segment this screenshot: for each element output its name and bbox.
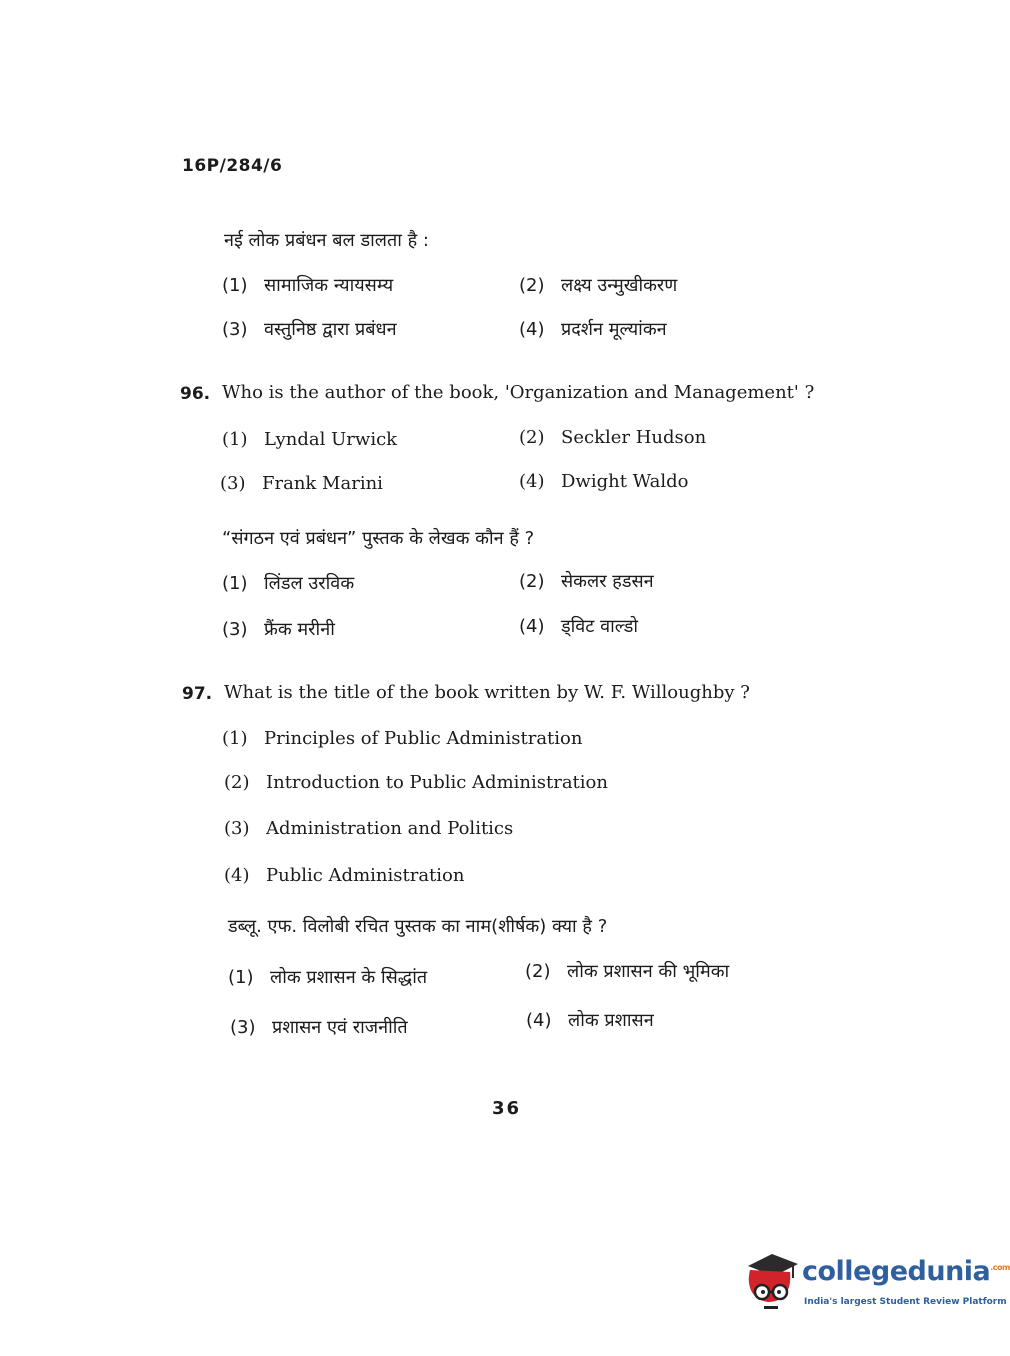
q97-option-1: (1) Principles of Public Administration	[222, 728, 583, 749]
q96-stem: Who is the author of the book, 'Organization and Management' ?	[222, 382, 815, 403]
q96-option-3: (3) Frank Marini	[220, 473, 383, 494]
q96-hindi-option-1: (1) लिंडल उरविक	[222, 573, 355, 594]
collegedunia-logo	[742, 1250, 1010, 1320]
collegedunia-mascot-icon	[742, 1250, 800, 1312]
q96-hindi-option-3: (3) फ्रैंक मरीनी	[222, 619, 335, 640]
paper-code: 16P/284/6	[182, 156, 283, 176]
q97-stem: What is the title of the book written by W. F. Willoughby ?	[224, 682, 750, 703]
q97-option-2: (2) Introduction to Public Administration	[224, 772, 608, 793]
q97-hindi-option-4: (4) लोक प्रशासन	[526, 1010, 654, 1031]
logo-tagline: India's largest Student Review Platform	[804, 1297, 1007, 1307]
q97-hindi-option-3: (3) प्रशासन एवं राजनीति	[230, 1017, 408, 1038]
logo-wordmark: collegedunia$^{.com}$	[802, 1256, 1010, 1287]
q96-option-2: (2) Seckler Hudson	[519, 427, 707, 448]
page-number: 36	[492, 1098, 522, 1119]
q95-hindi-option-3: (3) वस्तुनिष्ठ द्वारा प्रबंधन	[222, 319, 397, 340]
q95-hindi-option-2: (2) लक्ष्य उन्मुखीकरण	[519, 275, 678, 296]
q97-hindi-stem: डब्लू. एफ. विलोबी रचित पुस्तक का नाम(शीर्षक) क्या है ?	[228, 916, 608, 937]
q96-hindi-option-4: (4) ड्विट वाल्डो	[519, 616, 639, 637]
q97-hindi-option-2: (2) लोक प्रशासन की भूमिका	[525, 961, 730, 982]
q96-number: 96.	[180, 384, 211, 404]
q97-number: 97.	[182, 684, 213, 704]
q96-hindi-stem: “संगठन एवं प्रबंधन” पुस्तक के लेखक कौन हैं ?	[222, 528, 535, 549]
q96-hindi-option-2: (2) सेकलर हडसन	[519, 571, 654, 592]
q96-option-1: (1) Lyndal Urwick	[222, 429, 398, 450]
q97-option-3: (3) Administration and Politics	[224, 818, 514, 839]
q95-hindi-option-4: (4) प्रदर्शन मूल्यांकन	[519, 319, 667, 340]
q97-hindi-option-1: (1) लोक प्रशासन के सिद्धांत	[228, 967, 428, 988]
q95-hindi-stem: नई लोक प्रबंधन बल डालता है :	[224, 230, 429, 251]
q97-option-4: (4) Public Administration	[224, 865, 465, 886]
q96-option-4: (4) Dwight Waldo	[519, 471, 689, 492]
q95-hindi-option-1: (1) सामाजिक न्यायसम्य	[222, 275, 394, 296]
